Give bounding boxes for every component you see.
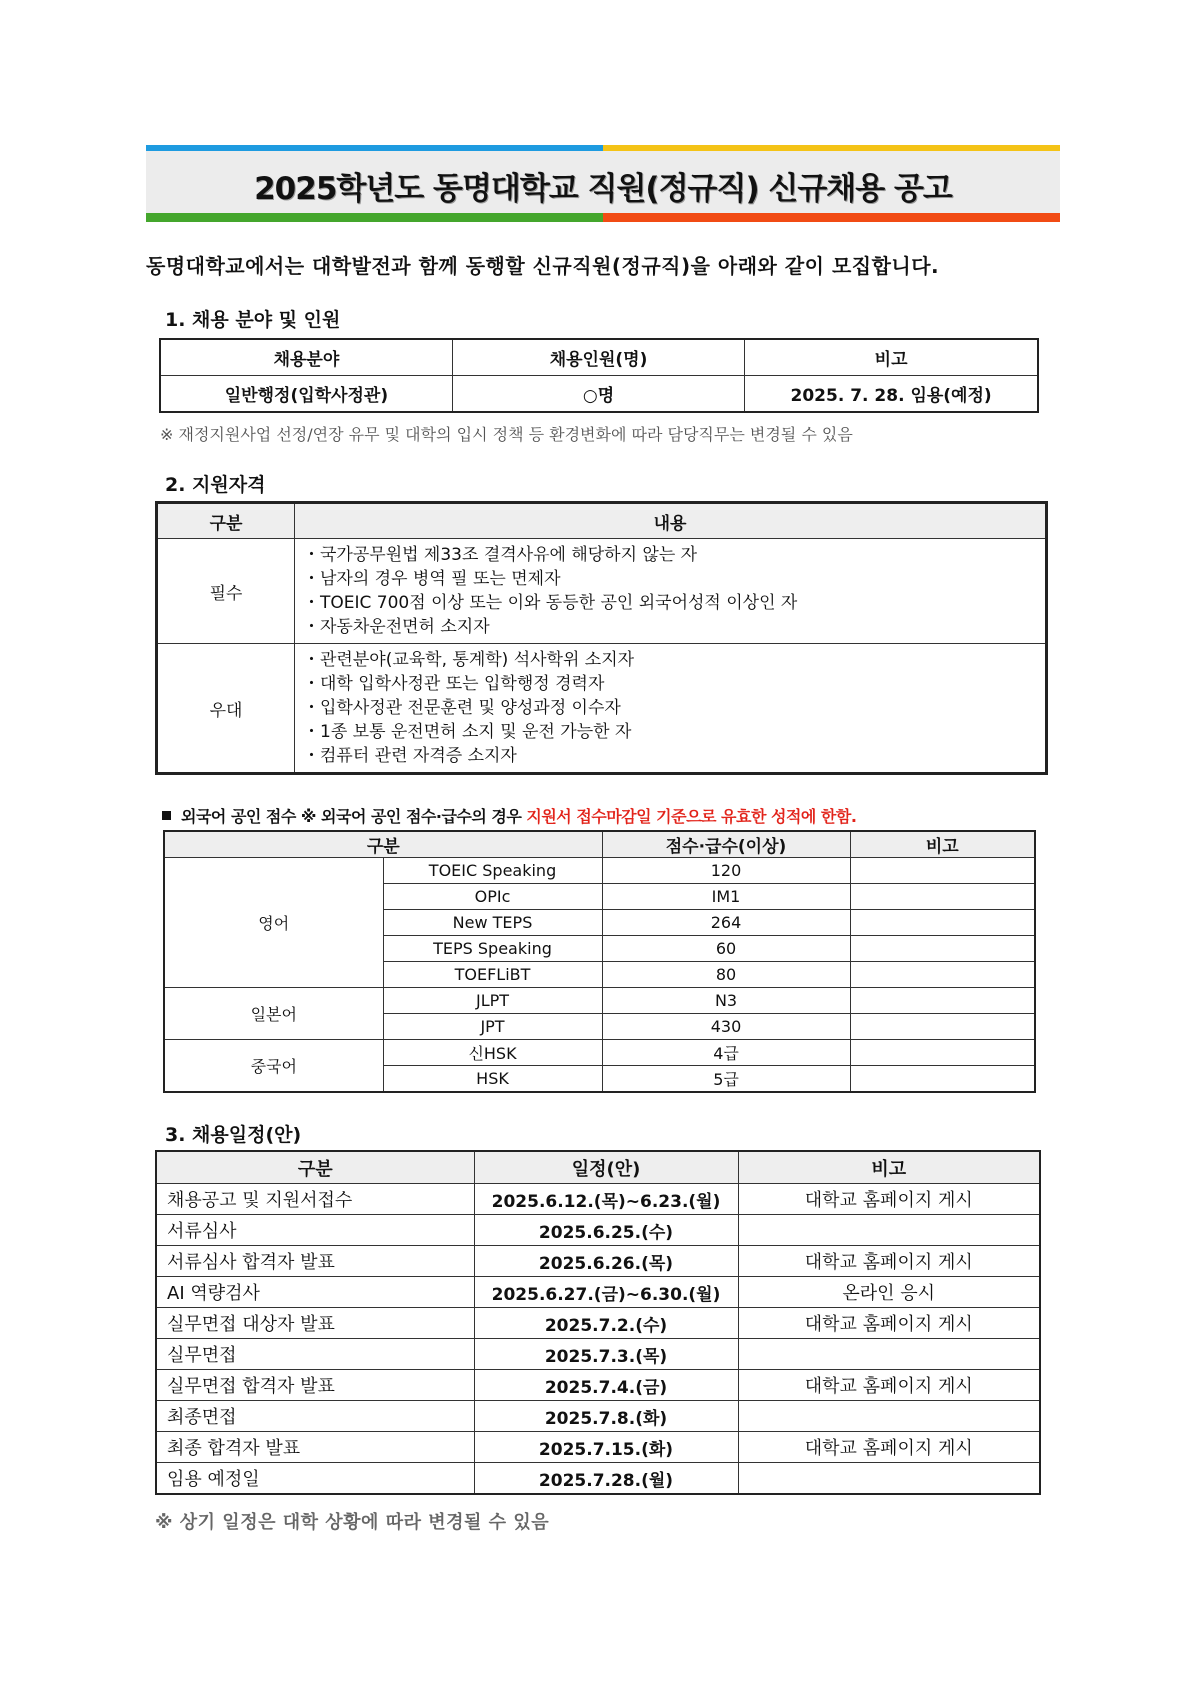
table-row [164, 1040, 1035, 1066]
list-item: ・자동차운전면허 소지자 [303, 617, 490, 637]
content-cell [295, 644, 1047, 774]
remark-cell: 대학교 홈페이지 게시 [738, 1370, 1040, 1401]
header-cell: 비고 [850, 831, 1035, 858]
header-cell: 점수·급수(이상) [602, 831, 850, 858]
category-cell: 우대 [157, 644, 295, 774]
remark-cell: 대학교 홈페이지 게시 [738, 1184, 1040, 1215]
step-cell: 서류심사 [156, 1215, 474, 1246]
remark-cell [738, 1463, 1040, 1495]
header-cell: 구분 [164, 831, 602, 858]
header-cell: 구분 [156, 1151, 474, 1184]
test-cell: JPT [383, 1014, 602, 1040]
step-cell: 임용 예정일 [156, 1463, 474, 1495]
remark-cell [738, 1339, 1040, 1370]
score-cell: N3 [602, 988, 850, 1014]
table-row [156, 1308, 1040, 1339]
section1-title: 1. 채용 분야 및 인원 [165, 309, 341, 331]
score-cell: IM1 [602, 884, 850, 910]
test-cell: OPIc [383, 884, 602, 910]
table-row [156, 1277, 1040, 1308]
test-cell: TOEIC Speaking [383, 858, 602, 884]
header-cell: 구분 [157, 503, 295, 539]
header-cell: 채용인원(명) [452, 339, 744, 376]
intro-text: 동명대학교에서는 대학발전과 함께 동행할 신규직원(정규직)을 아래와 같이 모집합니다. [146, 254, 940, 278]
date-cell: 2025.7.15.(화) [474, 1432, 738, 1463]
table-row [156, 1401, 1040, 1432]
page-title: 2025학년도 동명대학교 직원(정규직) 신규채용 공고 [254, 171, 952, 207]
table-row [157, 539, 1047, 644]
banner-stripe-green [146, 213, 603, 222]
date-cell: 2025.6.27.(금)~6.30.(월) [474, 1277, 738, 1308]
list-item: ・대학 입학사정관 또는 입학행정 경력자 [303, 674, 605, 694]
score-cell: 5급 [602, 1066, 850, 1093]
banner-stripe-orange [603, 213, 1060, 222]
remark-cell: 대학교 홈페이지 게시 [738, 1432, 1040, 1463]
header-cell: 비고 [738, 1151, 1040, 1184]
content-cell [295, 539, 1047, 644]
remark-cell: 대학교 홈페이지 게시 [738, 1246, 1040, 1277]
date-cell: 2025.6.26.(목) [474, 1246, 738, 1277]
step-cell: 실무면접 [156, 1339, 474, 1370]
section2-title: 2. 지원자격 [165, 474, 266, 496]
table-row [156, 1463, 1040, 1495]
header-cell: 비고 [745, 339, 1038, 376]
remark-cell [738, 1215, 1040, 1246]
table-row [156, 1246, 1040, 1277]
remark-cell [850, 910, 1035, 936]
remark-cell [850, 962, 1035, 988]
square-bullet-icon [162, 811, 171, 820]
remark-cell [850, 936, 1035, 962]
date-cell: 2025.6.25.(수) [474, 1215, 738, 1246]
table-header-row [160, 339, 1038, 376]
table-row [156, 1215, 1040, 1246]
date-cell: 2025.7.3.(목) [474, 1339, 738, 1370]
date-cell: 2025.7.2.(수) [474, 1308, 738, 1339]
date-cell: 2025.6.12.(목)~6.23.(월) [474, 1184, 738, 1215]
test-cell: 신HSK [383, 1040, 602, 1066]
step-cell: 실무면접 대상자 발표 [156, 1308, 474, 1339]
table-header-row [156, 1151, 1040, 1184]
score-cell: 120 [602, 858, 850, 884]
test-cell: JLPT [383, 988, 602, 1014]
score-cell: 60 [602, 936, 850, 962]
list-item: ・남자의 경우 병역 필 또는 면제자 [303, 569, 561, 589]
list-item: ・관련분야(교육학, 통계학) 석사학위 소지자 [303, 650, 635, 670]
remark-cell [850, 1040, 1035, 1066]
step-cell: 최종 합격자 발표 [156, 1432, 474, 1463]
step-cell: 채용공고 및 지원서접수 [156, 1184, 474, 1215]
language-cell: 중국어 [164, 1040, 383, 1093]
header-cell: 일정(안) [474, 1151, 738, 1184]
table-header-row [164, 831, 1035, 858]
step-cell: 최종면접 [156, 1401, 474, 1432]
remark-cell [850, 1066, 1035, 1093]
table-row [156, 1432, 1040, 1463]
section3-title: 3. 채용일정(안) [165, 1124, 302, 1146]
section1-note: ※ 재정지원사업 선정/연장 유무 및 대학의 입시 정책 등 환경변화에 따라 담당직무는 변경될 수 있음 [160, 425, 853, 444]
remark-cell [850, 858, 1035, 884]
remark-cell: 대학교 홈페이지 게시 [738, 1308, 1040, 1339]
date-cell: 2025.7.4.(금) [474, 1370, 738, 1401]
list-item: ・국가공무원법 제33조 결격사유에 해당하지 않는 자 [303, 545, 698, 565]
header-cell: 내용 [295, 503, 1047, 539]
heading-highlight: 지원서 접수마감일 기준으로 유효한 성적에 한함. [526, 807, 857, 826]
remark-cell [850, 988, 1035, 1014]
language-score-table [163, 830, 1036, 1093]
table-row [156, 1370, 1040, 1401]
list-item: ・TOEIC 700점 이상 또는 이와 동등한 공인 외국어성적 이상인 자 [303, 593, 798, 613]
table-row [156, 1184, 1040, 1215]
test-cell: TEPS Speaking [383, 936, 602, 962]
list-item: ・입학사정관 전문훈련 및 양성과정 이수자 [303, 698, 621, 718]
language-cell: 영어 [164, 858, 383, 988]
score-cell: 430 [602, 1014, 850, 1040]
heading-text: 외국어 공인 점수 ※ 외국어 공인 점수·급수의 경우 [181, 807, 527, 826]
score-cell: 4급 [602, 1040, 850, 1066]
test-cell: New TEPS [383, 910, 602, 936]
date-cell: 2025.7.28.(월) [474, 1463, 738, 1495]
remark-cell: 2025. 7. 28. 임용(예정) [745, 376, 1038, 413]
table-row [160, 376, 1038, 413]
remark-cell: 온라인 응시 [738, 1277, 1040, 1308]
section3-note: ※ 상기 일정은 대학 상황에 따라 변경될 수 있음 [155, 1512, 550, 1533]
test-cell: TOEFLiBT [383, 962, 602, 988]
test-cell: HSK [383, 1066, 602, 1093]
recruitment-table [159, 338, 1039, 413]
foreign-language-heading [162, 804, 856, 827]
category-cell: 필수 [157, 539, 295, 644]
remark-cell [850, 884, 1035, 910]
list-item: ・1종 보통 운전면허 소지 및 운전 가능한 자 [303, 722, 632, 742]
step-cell: 서류심사 합격자 발표 [156, 1246, 474, 1277]
qualification-table [155, 501, 1048, 775]
count-cell: ○명 [452, 376, 744, 413]
table-row [156, 1339, 1040, 1370]
list-item: ・컴퓨터 관련 자격증 소지자 [303, 746, 517, 766]
remark-cell [738, 1401, 1040, 1432]
table-row [164, 858, 1035, 884]
header-cell: 채용분야 [160, 339, 452, 376]
date-cell: 2025.7.8.(화) [474, 1401, 738, 1432]
schedule-table [155, 1150, 1041, 1495]
language-cell: 일본어 [164, 988, 383, 1040]
table-row [164, 988, 1035, 1014]
score-cell: 264 [602, 910, 850, 936]
banner-stripe-blue [146, 145, 603, 151]
banner-stripe-yellow [603, 145, 1060, 151]
step-cell: 실무면접 합격자 발표 [156, 1370, 474, 1401]
field-cell: 일반행정(입학사정관) [160, 376, 452, 413]
score-cell: 80 [602, 962, 850, 988]
step-cell: AI 역량검사 [156, 1277, 474, 1308]
table-header-row [157, 503, 1047, 539]
remark-cell [850, 1014, 1035, 1040]
table-row [157, 644, 1047, 774]
title-banner [146, 145, 1060, 222]
